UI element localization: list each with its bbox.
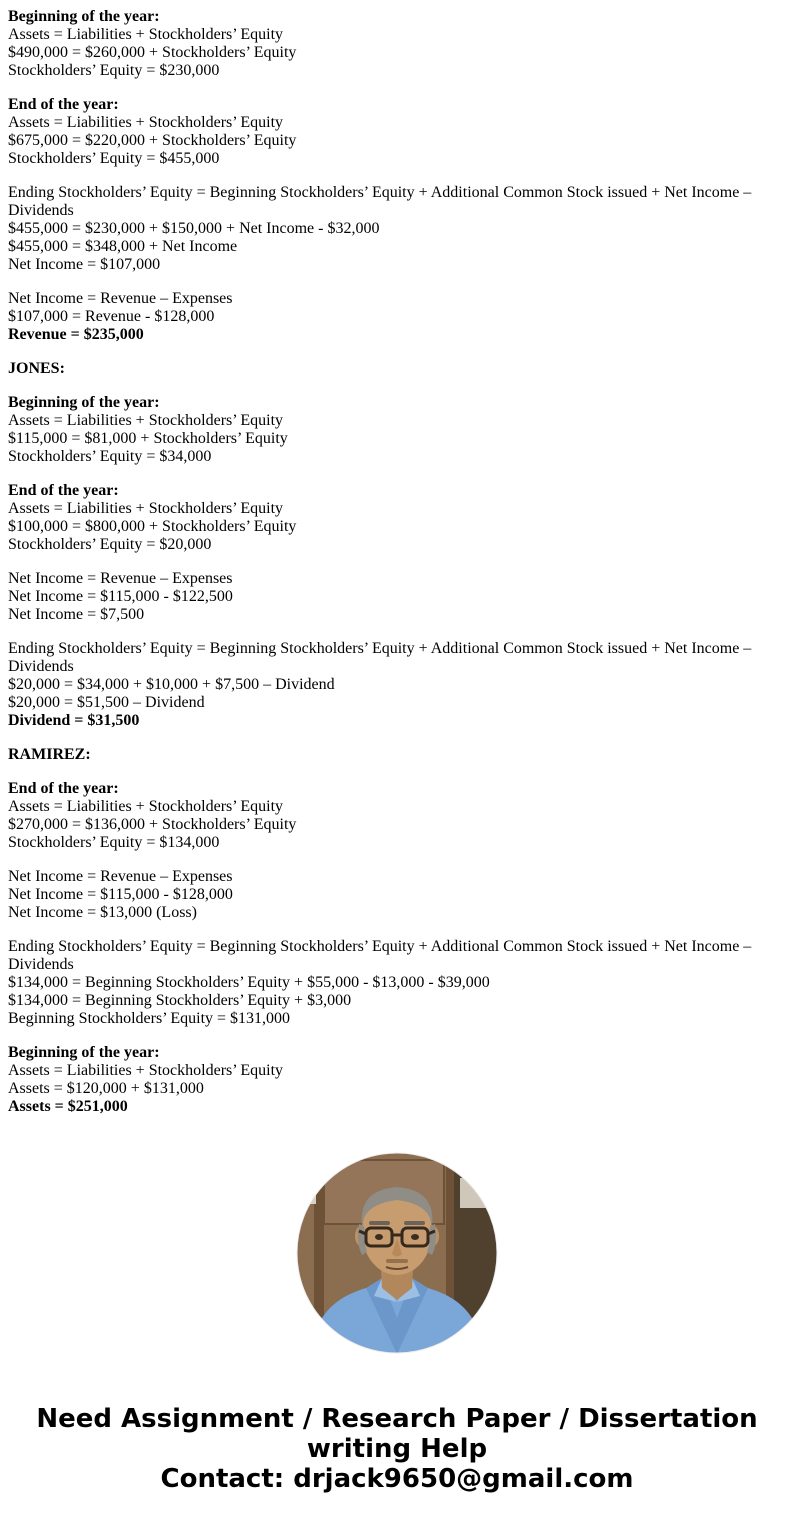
paragraph [8,360,786,378]
paragraph [8,8,786,80]
paragraph [8,570,786,624]
paragraph [8,96,786,168]
paragraph [8,394,786,466]
doc-line-bold: RAMIREZ: [8,746,91,763]
doc-line-bold: Beginning of the year: [8,394,160,411]
doc-line: Net Income = $115,000 - $128,000 [8,886,233,903]
doc-line: $107,000 = Revenue - $128,000 [8,308,215,325]
doc-line-bold: Beginning of the year: [8,1044,160,1061]
avatar-container [296,1152,498,1354]
doc-line: Net Income = $107,000 [8,256,161,273]
doc-line-bold: Dividend = $31,500 [8,712,140,729]
doc-line: $455,000 = $348,000 + Net Income [8,238,238,255]
paragraph [8,938,786,1028]
doc-line: Ending Stockholders’ Equity = Beginning Stockholders’ Equity + Additional Common Stock issued + Net Income – Dividends [8,640,752,675]
doc-line: Net Income = Revenue – Expenses [8,868,233,885]
doc-line: Stockholders’ Equity = $230,000 [8,62,220,79]
doc-line: $675,000 = $220,000 + Stockholders’ Equity [8,132,297,149]
doc-line-bold: JONES: [8,360,65,377]
doc-line: $490,000 = $260,000 + Stockholders’ Equity [8,44,297,61]
doc-line-bold: Beginning of the year: [8,8,160,25]
doc-line: Stockholders’ Equity = $134,000 [8,834,220,851]
doc-line-bold: End of the year: [8,482,119,499]
doc-line: Assets = Liabilities + Stockholders’ Equity [8,114,284,131]
doc-line: Assets = Liabilities + Stockholders’ Equity [8,412,284,429]
doc-line: Assets = Liabilities + Stockholders’ Equity [8,26,284,43]
doc-line: $100,000 = $800,000 + Stockholders’ Equity [8,518,297,535]
doc-line: $20,000 = $34,000 + $10,000 + $7,500 – Dividend [8,676,335,693]
doc-line-bold: Assets = $251,000 [8,1098,128,1115]
paragraph [8,1044,786,1116]
doc-line: Net Income = Revenue – Expenses [8,570,233,587]
doc-line: Assets = $120,000 + $131,000 [8,1080,204,1097]
paragraph [8,290,786,344]
doc-line: $20,000 = $51,500 – Dividend [8,694,205,711]
doc-line: $455,000 = $230,000 + $150,000 + Net Income - $32,000 [8,220,380,237]
doc-line: Assets = Liabilities + Stockholders’ Equity [8,798,284,815]
paragraph [8,868,786,922]
promo-footer [0,1404,794,1514]
doc-line: Stockholders’ Equity = $34,000 [8,448,212,465]
doc-line: Assets = Liabilities + Stockholders’ Equity [8,500,284,517]
paragraph [8,184,786,274]
doc-line: Net Income = Revenue – Expenses [8,290,233,307]
contact-email: Contact: drjack9650@gmail.com [160,1464,634,1494]
doc-line: Beginning Stockholders’ Equity = $131,000 [8,1010,291,1027]
tutor-photo-icon [296,1152,498,1354]
doc-line: $115,000 = $81,000 + Stockholders’ Equity [8,430,288,447]
doc-line: Stockholders’ Equity = $455,000 [8,150,220,167]
doc-line: Ending Stockholders’ Equity = Beginning Stockholders’ Equity + Additional Common Stock issued + Net Income – Dividends [8,184,752,219]
doc-line: Net Income = $7,500 [8,606,145,623]
doc-line: Net Income = $115,000 - $122,500 [8,588,233,605]
paragraph [8,640,786,730]
doc-line: $134,000 = Beginning Stockholders’ Equity + $3,000 [8,992,352,1009]
paragraph [8,746,786,764]
doc-line-bold: Revenue = $235,000 [8,326,144,343]
paragraph [8,482,786,554]
doc-line-bold: End of the year: [8,780,119,797]
doc-line-bold: End of the year: [8,96,119,113]
doc-line: $270,000 = $136,000 + Stockholders’ Equity [8,816,297,833]
doc-line: Ending Stockholders’ Equity = Beginning Stockholders’ Equity + Additional Common Stock issued + Net Income – Dividends [8,938,752,973]
doc-line: $134,000 = Beginning Stockholders’ Equity + $55,000 - $13,000 - $39,000 [8,974,490,991]
doc-line: Stockholders’ Equity = $20,000 [8,536,212,553]
doc-line: Assets = Liabilities + Stockholders’ Equity [8,1062,284,1079]
promo-heading: Need Assignment / Research Paper / Dissertation writing Help [36,1404,758,1464]
paragraph [8,780,786,852]
doc-line: Net Income = $13,000 (Loss) [8,904,197,921]
